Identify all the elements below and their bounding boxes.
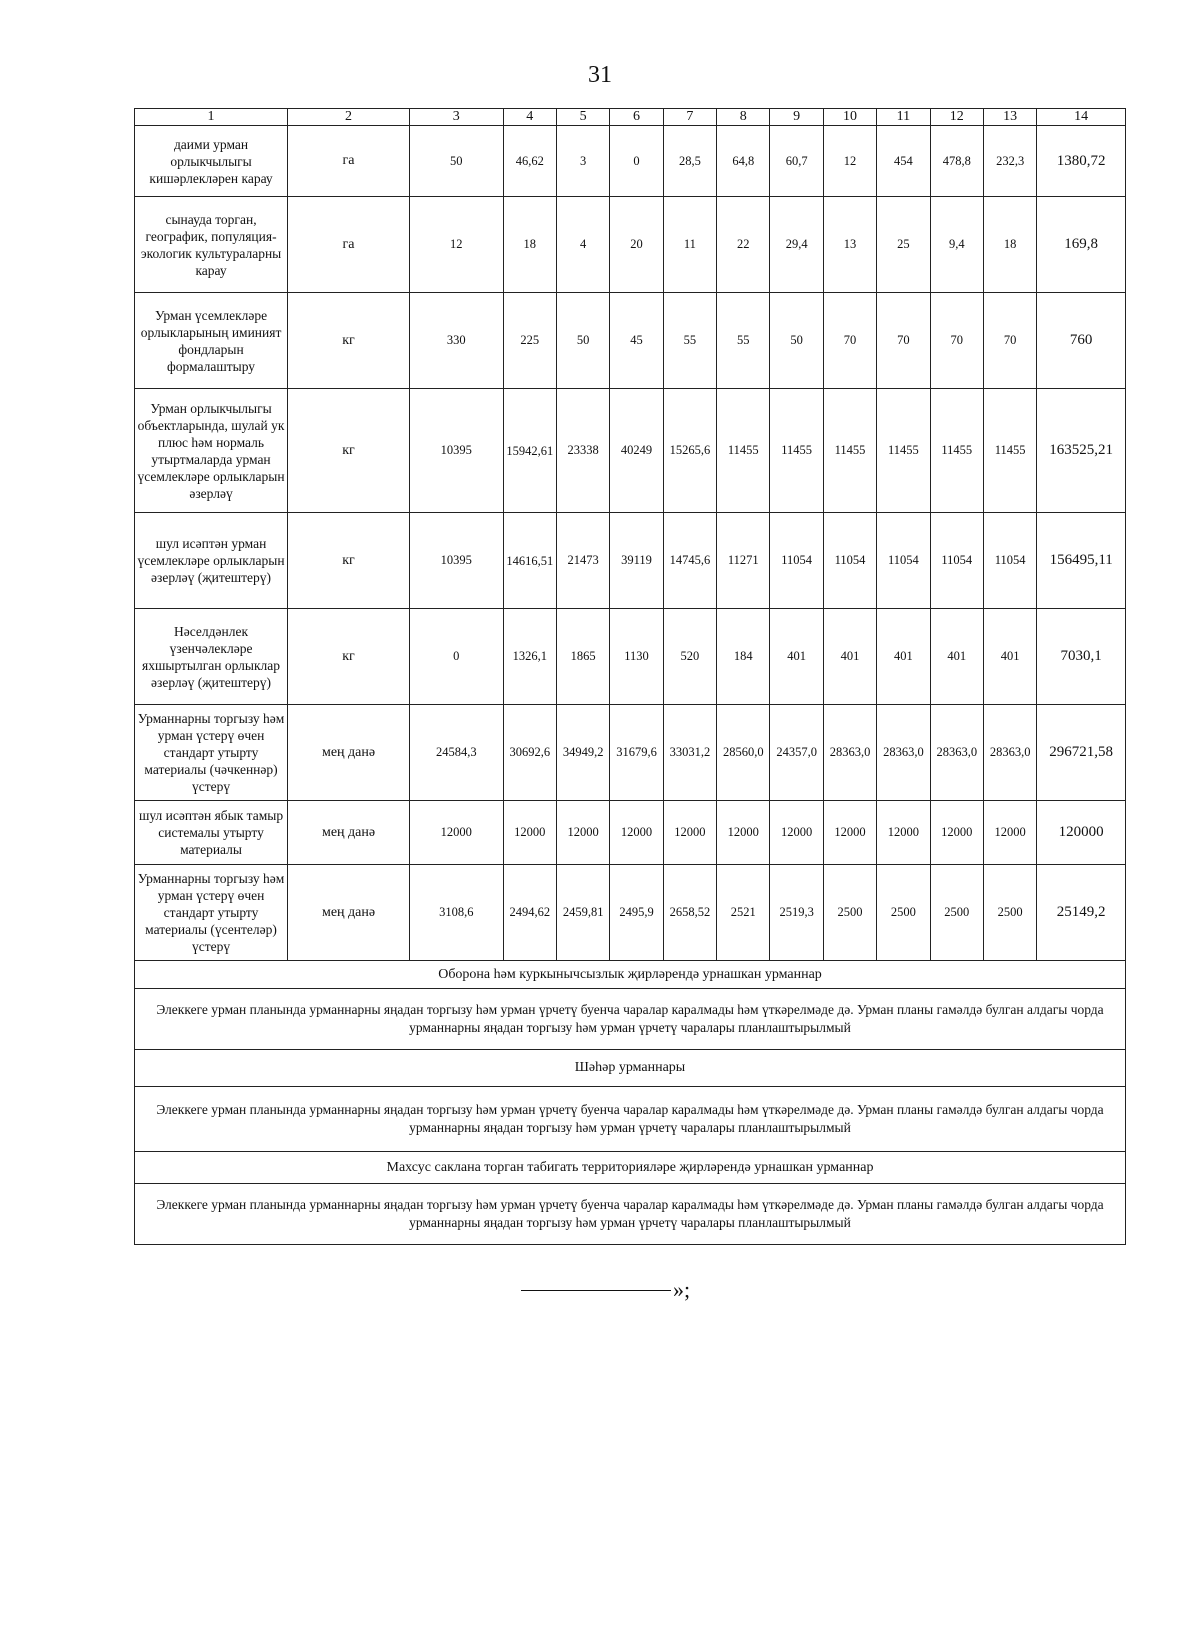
unit-cell: га [288, 126, 410, 197]
value-cell: 12000 [717, 801, 770, 865]
activity-name: Нәселдәнлек үзенчәлекләре яхшыртылган орлыклар әзерләү (җитештерү) [135, 609, 288, 705]
unit-cell: кг [288, 609, 410, 705]
column-header: 13 [983, 109, 1036, 126]
table-row [135, 513, 1126, 609]
value-cell: 2521 [717, 865, 770, 961]
activity-name: Урман орлыкчылыгы объектларында, шулай ук плюс һәм нормаль утыртмаларда урман үсемлекләре орлыкларын әзерләү [135, 389, 288, 513]
total-cell: 25149,2 [1037, 865, 1126, 961]
value-cell: 21473 [556, 513, 609, 609]
value-cell: 0 [610, 126, 663, 197]
activity-name: Урман үсемлекләре орлыкларының иминият фондларын формалаштыру [135, 293, 288, 389]
value-cell: 12 [823, 126, 876, 197]
value-cell: 24584,3 [409, 705, 503, 801]
table-row [135, 865, 1126, 961]
value-cell: 12000 [983, 801, 1036, 865]
value-cell: 478,8 [930, 126, 983, 197]
section-text-row [135, 1087, 1126, 1152]
value-cell: 31679,6 [610, 705, 663, 801]
value-cell: 11455 [930, 389, 983, 513]
activity-name: шул исәптән ябык тамыр системалы утырту материалы [135, 801, 288, 865]
table-row [135, 609, 1126, 705]
value-cell: 401 [983, 609, 1036, 705]
value-cell: 1326,1 [503, 609, 556, 705]
value-cell: 1130 [610, 609, 663, 705]
value-cell: 330 [409, 293, 503, 389]
total-cell: 120000 [1037, 801, 1126, 865]
unit-cell: мең данә [288, 705, 410, 801]
column-header: 9 [770, 109, 823, 126]
value-cell: 2658,52 [663, 865, 716, 961]
total-cell: 1380,72 [1037, 126, 1126, 197]
column-header: 1 [135, 109, 288, 126]
value-cell: 15265,6 [663, 389, 716, 513]
value-cell: 20 [610, 197, 663, 293]
value-cell: 12000 [877, 801, 930, 865]
value-cell: 50 [556, 293, 609, 389]
value-cell: 70 [877, 293, 930, 389]
section-title: Шәһәр урманнары [135, 1050, 1126, 1087]
total-cell: 169,8 [1037, 197, 1126, 293]
value-cell: 70 [983, 293, 1036, 389]
total-cell: 163525,21 [1037, 389, 1126, 513]
value-cell: 28,5 [663, 126, 716, 197]
closing-mark: »; [673, 1277, 691, 1302]
column-header: 6 [610, 109, 663, 126]
value-cell: 11455 [717, 389, 770, 513]
closing-line [521, 1277, 690, 1303]
value-cell: 11271 [717, 513, 770, 609]
value-cell: 34949,2 [556, 705, 609, 801]
activity-name: сынауда торган, географик, популяция-экологик культураларны карау [135, 197, 288, 293]
value-cell: 0 [409, 609, 503, 705]
value-cell: 401 [823, 609, 876, 705]
activity-name: шул исәптән урман үсемлекләре орлыкларын әзерләү (җитештерү) [135, 513, 288, 609]
column-header: 4 [503, 109, 556, 126]
value-cell: 11455 [770, 389, 823, 513]
section-text: Элеккеге урман планында урманнарны яңадан торгызу һәм урман үрчетү буенча чаралар каралмады һәм үткәрелмәде дә. Урман планы гамәлдә булган алдагы чорда урманнарны яңадан торгызу һәм урман үрчетү чаралары планлаштырылмый [135, 1184, 1126, 1245]
section-text: Элеккеге урман планында урманнарны яңадан торгызу һәм урман үрчетү буенча чаралар каралмады һәм үткәрелмәде дә. Урман планы гамәлдә булган алдагы чорда урманнарны яңадан торгызу һәм урман үрчетү чаралары планлаштырылмый [135, 1087, 1126, 1152]
value-cell: 11054 [877, 513, 930, 609]
column-header: 7 [663, 109, 716, 126]
value-cell: 39119 [610, 513, 663, 609]
value-cell: 2495,9 [610, 865, 663, 961]
activity-name: Урманнарны торгызу һәм урман үстерү өчен стандарт утырту материалы (үсентеләр) үстерү [135, 865, 288, 961]
blank-underline [521, 1290, 671, 1291]
value-cell: 23338 [556, 389, 609, 513]
column-header: 11 [877, 109, 930, 126]
value-cell: 401 [877, 609, 930, 705]
value-cell: 11455 [877, 389, 930, 513]
activity-name: Урманнарны торгызу һәм урман үстерү өчен стандарт утырту материалы (чәчкеннәр) үстерү [135, 705, 288, 801]
section-text-row [135, 1184, 1126, 1245]
value-cell: 12000 [556, 801, 609, 865]
value-cell: 184 [717, 609, 770, 705]
value-cell: 2500 [823, 865, 876, 961]
value-cell: 2494,62 [503, 865, 556, 961]
value-cell: 2500 [877, 865, 930, 961]
value-cell: 12000 [823, 801, 876, 865]
value-cell: 3108,6 [409, 865, 503, 961]
value-cell: 28363,0 [930, 705, 983, 801]
column-header: 14 [1037, 109, 1126, 126]
table-row [135, 126, 1126, 197]
table-row [135, 389, 1126, 513]
column-header: 10 [823, 109, 876, 126]
value-cell: 401 [930, 609, 983, 705]
value-cell: 45 [610, 293, 663, 389]
section-title-row [135, 961, 1126, 989]
column-header: 12 [930, 109, 983, 126]
value-cell: 11054 [930, 513, 983, 609]
total-cell: 296721,58 [1037, 705, 1126, 801]
table-row [135, 705, 1126, 801]
value-cell: 401 [770, 609, 823, 705]
header-row [135, 109, 1126, 126]
value-cell: 70 [823, 293, 876, 389]
value-cell: 12000 [770, 801, 823, 865]
value-cell: 50 [770, 293, 823, 389]
value-cell: 14745,6 [663, 513, 716, 609]
value-cell: 28560,0 [717, 705, 770, 801]
value-cell: 12000 [930, 801, 983, 865]
section-title-row [135, 1050, 1126, 1087]
section-title: Махсус саклана торган табигать территорияләре җирләрендә урнашкан урманнар [135, 1152, 1126, 1184]
value-cell: 18 [983, 197, 1036, 293]
value-cell: 11 [663, 197, 716, 293]
value-cell: 4 [556, 197, 609, 293]
table-row [135, 801, 1126, 865]
value-cell: 50 [409, 126, 503, 197]
total-cell: 156495,11 [1037, 513, 1126, 609]
value-cell: 13 [823, 197, 876, 293]
value-cell: 2500 [930, 865, 983, 961]
value-cell: 11054 [983, 513, 1036, 609]
value-cell: 40249 [610, 389, 663, 513]
value-cell: 18 [503, 197, 556, 293]
column-header: 5 [556, 109, 609, 126]
value-cell: 55 [717, 293, 770, 389]
forest-plan-table [134, 108, 1126, 1245]
total-cell: 7030,1 [1037, 609, 1126, 705]
value-cell: 11054 [823, 513, 876, 609]
value-cell: 12 [409, 197, 503, 293]
value-cell: 30692,6 [503, 705, 556, 801]
value-cell: 60,7 [770, 126, 823, 197]
value-cell: 232,3 [983, 126, 1036, 197]
value-cell: 2459,81 [556, 865, 609, 961]
value-cell: 28363,0 [877, 705, 930, 801]
unit-cell: кг [288, 389, 410, 513]
value-cell: 12000 [610, 801, 663, 865]
value-cell: 25 [877, 197, 930, 293]
total-cell: 760 [1037, 293, 1126, 389]
value-cell: 64,8 [717, 126, 770, 197]
value-cell: 24357,0 [770, 705, 823, 801]
value-cell: 14616,51 [503, 513, 556, 609]
page-number: 31 [588, 62, 612, 88]
value-cell: 70 [930, 293, 983, 389]
value-cell: 454 [877, 126, 930, 197]
unit-cell: кг [288, 513, 410, 609]
value-cell: 225 [503, 293, 556, 389]
unit-cell: мең данә [288, 865, 410, 961]
value-cell: 3 [556, 126, 609, 197]
value-cell: 22 [717, 197, 770, 293]
table-row [135, 293, 1126, 389]
value-cell: 1865 [556, 609, 609, 705]
value-cell: 28363,0 [823, 705, 876, 801]
value-cell: 11455 [823, 389, 876, 513]
value-cell: 10395 [409, 389, 503, 513]
value-cell: 55 [663, 293, 716, 389]
table-row [135, 197, 1126, 293]
value-cell: 12000 [663, 801, 716, 865]
value-cell: 28363,0 [983, 705, 1036, 801]
value-cell: 9,4 [930, 197, 983, 293]
value-cell: 15942,61 [503, 389, 556, 513]
unit-cell: га [288, 197, 410, 293]
unit-cell: мең данә [288, 801, 410, 865]
value-cell: 29,4 [770, 197, 823, 293]
column-header: 2 [288, 109, 410, 126]
unit-cell: кг [288, 293, 410, 389]
section-text-row [135, 989, 1126, 1050]
activity-name: даими урман орлыкчылыгы кишәрлекләрен карау [135, 126, 288, 197]
value-cell: 11054 [770, 513, 823, 609]
section-text: Элеккеге урман планында урманнарны яңадан торгызу һәм урман үрчетү буенча чаралар каралмады һәм үткәрелмәде дә. Урман планы гамәлдә булган алдагы чорда урманнарны яңадан торгызу һәм урман үрчетү чаралары планлаштырылмый [135, 989, 1126, 1050]
value-cell: 12000 [503, 801, 556, 865]
value-cell: 10395 [409, 513, 503, 609]
value-cell: 11455 [983, 389, 1036, 513]
value-cell: 2500 [983, 865, 1036, 961]
section-title: Оборона һәм куркынычсызлык җирләрендә урнашкан урманнар [135, 961, 1126, 989]
value-cell: 12000 [409, 801, 503, 865]
value-cell: 46,62 [503, 126, 556, 197]
value-cell: 2519,3 [770, 865, 823, 961]
section-title-row [135, 1152, 1126, 1184]
column-header: 3 [409, 109, 503, 126]
value-cell: 33031,2 [663, 705, 716, 801]
value-cell: 520 [663, 609, 716, 705]
column-header: 8 [717, 109, 770, 126]
